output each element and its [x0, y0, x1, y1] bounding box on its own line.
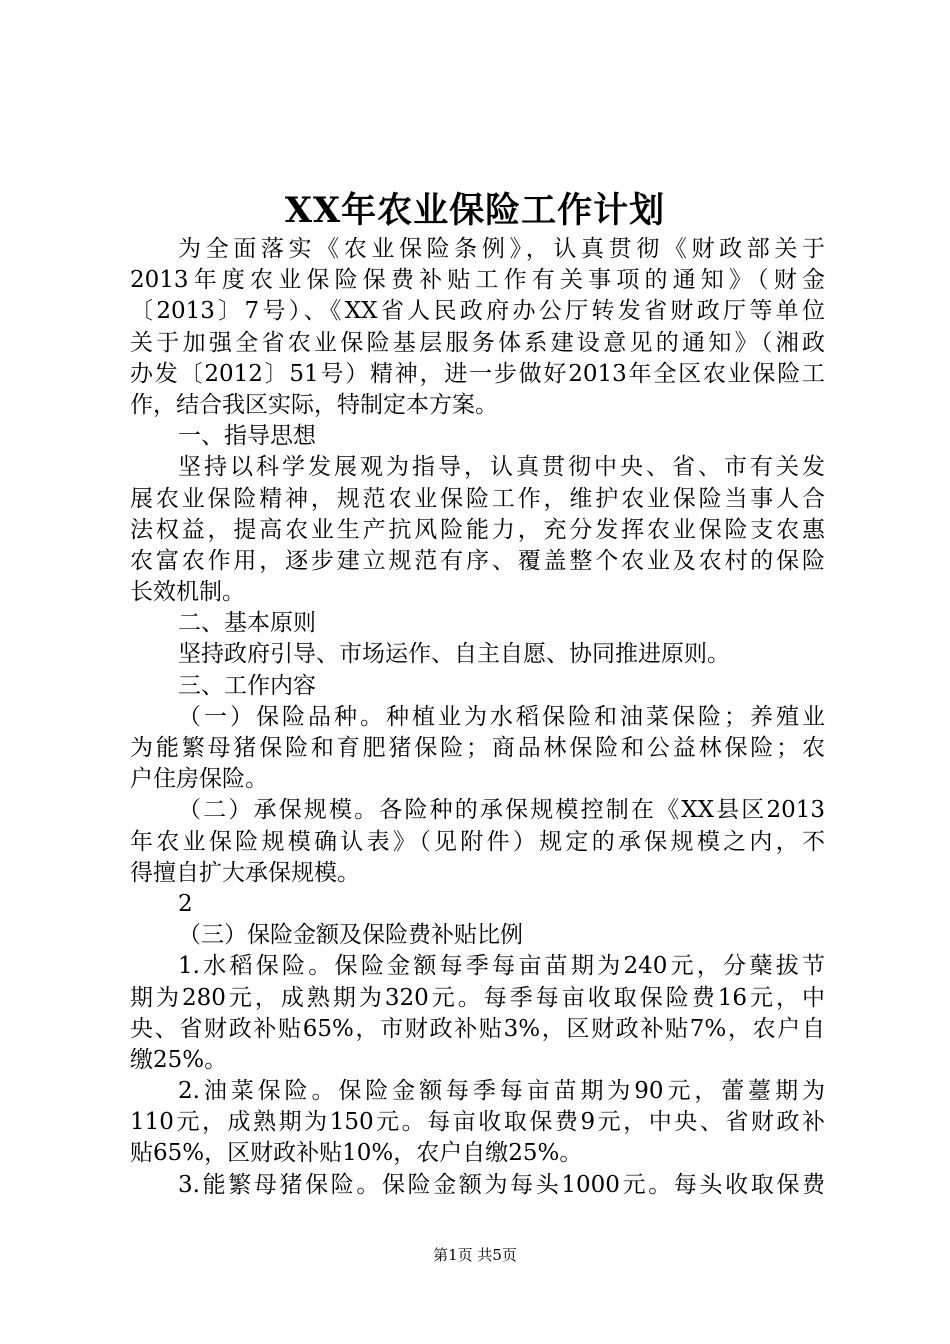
paragraph-line: 长效机制。 [130, 579, 245, 606]
page-footer: 第1页 共5页 [433, 1246, 517, 1264]
paragraph-line: 户住房保险。 [130, 766, 268, 793]
paragraph-line: 为能繁母猪保险和育肥猪保险；商品林保险和公益林保险；农 [130, 735, 825, 761]
paragraph-line: 为全面落实《农业保险条例》，认真贯彻《财政部关于 [178, 236, 825, 262]
paragraph-line: 法权益，提高农业生产抗风险能力，充分发挥农业保险支农惠 [130, 516, 825, 543]
section-heading: 三、工作内容 [178, 672, 316, 699]
inline-page-number: 2 [178, 890, 193, 917]
paragraph-line: 110元，成熟期为150元。每亩收取保费9元，中央、省财政补 [130, 1109, 825, 1136]
section-heading: 一、指导思想 [178, 423, 316, 450]
subsection-heading: （三）保险金额及保险费补贴比例 [178, 922, 523, 949]
paragraph-line: 缴25%。 [130, 1046, 228, 1073]
paragraph-line: 得擅自扩大承保规模。 [130, 859, 360, 886]
paragraph-line: 办发〔2012〕51号）精神，进一步做好2013年全区农业保险工 [130, 360, 825, 387]
paragraph-line: 农富农作用，逐步建立规范有序、覆盖整个农业及农村的保险 [130, 547, 825, 574]
paragraph-line: 坚持以科学发展观为指导，认真贯彻中央、省、市有关发 [178, 454, 825, 481]
section-heading: 二、基本原则 [178, 610, 316, 637]
paragraph-line: （一）保险品种。种植业为水稻保险和油菜保险；养殖业 [178, 703, 825, 730]
paragraph-line: 坚持政府引导、市场运作、自主自愿、协同推进原则。 [178, 641, 730, 668]
paragraph-line: 2013年度农业保险保费补贴工作有关事项的通知》（财金 [130, 267, 825, 294]
paragraph-line: 期为280元，成熟期为320元。每季每亩收取保险费16元，中 [130, 984, 825, 1011]
paragraph-line: 3.能繁母猪保险。保险金额为每头1000元。每头收取保费 [178, 1171, 825, 1198]
paragraph-line: （二）承保规模。各险种的承保规模控制在《XX县区2013 [178, 797, 825, 824]
paragraph-line: 作，结合我区实际，特制定本方案。 [130, 391, 498, 418]
document-title: XX年农业保险工作计划 [284, 190, 666, 231]
paragraph-line: 央、省财政补贴65%，市财政补贴3%，区财政补贴7%，农户自 [130, 1015, 825, 1042]
paragraph-line: 〔2013〕7号）、《XX省人民政府办公厅转发省财政厅等单位 [130, 298, 825, 325]
paragraph-line: 年农业保险规模确认表》（见附件）规定的承保规模之内，不 [130, 828, 825, 855]
paragraph-line: 展农业保险精神，规范农业保险工作，维护农业保险当事人合 [130, 485, 825, 512]
paragraph-line: 贴65%，区财政补贴10%，农户自缴25%。 [130, 1140, 583, 1167]
paragraph-line: 2.油菜保险。保险金额每季每亩苗期为90元，蕾薹期为 [178, 1078, 825, 1105]
paragraph-line: 1.水稻保险。保险金额每季每亩苗期为240元，分蘖拔节 [178, 953, 825, 980]
document-body [130, 234, 825, 1201]
paragraph-line: 关于加强全省农业保险基层服务体系建设意见的通知》（湘政 [130, 329, 825, 356]
